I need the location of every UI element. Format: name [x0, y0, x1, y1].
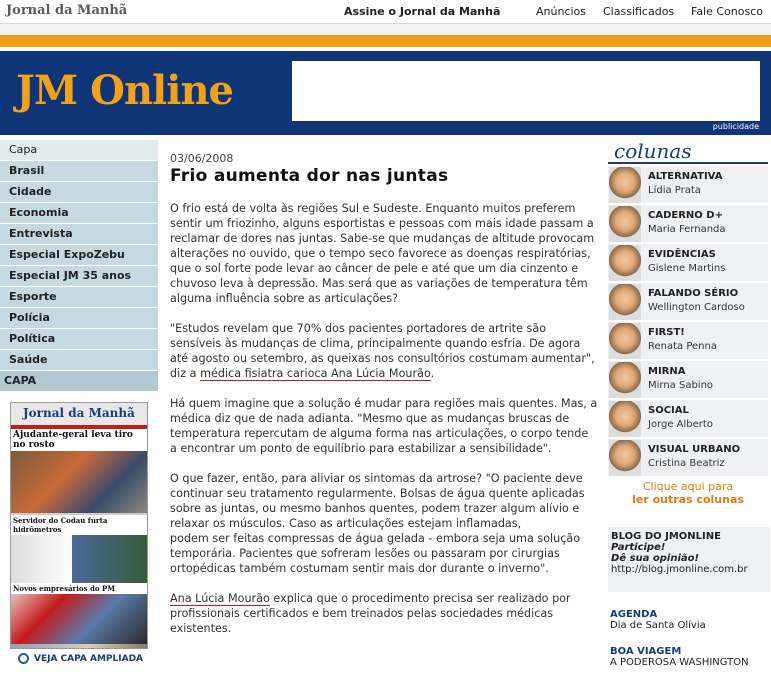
column-name: VISUAL URBANO: [648, 444, 741, 455]
view-cover-link[interactable]: [18, 653, 143, 664]
column-name: ALTERNATIVA: [648, 171, 723, 182]
subscribe-link[interactable]: Assine o Jornal da Manhã: [344, 5, 501, 18]
article-paragraph: Há quem imagine que a solução é mudar para regiões mais quentes. Mas, a médica diz que de nada adianta. "Mesmo que as mudanças bruscas de temperatura repercutam de alguma forma nas articulações, o corpo tende a encontrar um ponto de equilíbrio para estabilizar a sensibilidade".: [170, 397, 598, 455]
article-date: 03/06/2008: [170, 152, 234, 165]
more-columns-link[interactable]: [608, 480, 768, 506]
cover-photo: [11, 451, 147, 513]
top-bar: [0, 0, 771, 24]
author-avatar: [609, 401, 641, 437]
orange-stripe: [0, 35, 771, 47]
paragraph-text: explica que o procedimento precisa ser realizado por profissionais certificados e bem treinados pelas sociedades médicas existentes.: [170, 592, 571, 635]
column-name: FIRST!: [648, 327, 685, 338]
section-label-capa: CAPA: [0, 371, 158, 392]
cover-headline: Ajudante-geral leva tiro no rosto: [11, 429, 147, 451]
nav-item-politica[interactable]: Política: [0, 329, 158, 350]
column-item[interactable]: [608, 439, 768, 478]
columns-list: [608, 166, 768, 478]
column-author: Jorge Alberto: [648, 419, 713, 430]
nav-item-cidade[interactable]: Cidade: [0, 182, 158, 203]
column-name: FALANDO SÉRIO: [648, 288, 739, 299]
article-paragraph: [170, 591, 598, 636]
agenda-block[interactable]: [610, 609, 770, 631]
ad-label: publicidade: [712, 122, 759, 131]
source-link[interactable]: Ana Lúcia Mourão: [170, 592, 270, 605]
author-avatar: [609, 167, 641, 203]
column-item[interactable]: [608, 166, 768, 205]
column-name: CADERNO D+: [648, 210, 723, 221]
article: [170, 152, 598, 636]
column-author: Lídia Prata: [648, 185, 701, 196]
cover-photo: [11, 535, 147, 583]
article-paragraph: O frio está de volta às regiões Sul e Sudeste. Enquanto muitos preferem sentir um friozinho, alguns esportistas e pessoas com mais idade passam a reclamar de dores nas juntas. Sabe-se que mudanças de altitude provocam alterações no ouvido, que o tempo seco favorece as doenças respiratórias, que o sol forte pode levar ao câncer de pele e até que um dia cinzento e chuvoso leva à depressão. Mas será que as variações de temperatura têm alguma influência sobre as articulações?: [170, 202, 595, 305]
author-avatar: [609, 245, 641, 281]
author-avatar: [609, 206, 641, 242]
article-title: Frio aumenta dor nas juntas: [170, 166, 449, 186]
column-name: EVIDÊNCIAS: [648, 249, 716, 260]
view-cover-label: VEJA CAPA AMPLIADA: [34, 654, 144, 664]
brand-logo[interactable]: JM Online: [16, 67, 233, 114]
column-item[interactable]: [608, 361, 768, 400]
blog-title: BLOG DO JMONLINE: [611, 531, 721, 542]
boa-viagem-text: A PODEROSA WASHINGTON: [610, 657, 749, 668]
author-avatar: [609, 440, 641, 476]
cover-headline: Servidor do Codau furta hidrômetros: [11, 515, 147, 535]
ads-link[interactable]: Anúncios: [536, 5, 587, 18]
column-author: Wellington Cardoso: [648, 302, 745, 313]
blog-tagline: Participe!: [611, 542, 666, 553]
magnifier-icon: [18, 653, 29, 664]
column-author: Maria Fernanda: [648, 224, 726, 235]
column-item[interactable]: [608, 322, 768, 361]
sidebar-nav: [0, 140, 158, 392]
column-name: SOCIAL: [648, 405, 689, 416]
cover-headline: Novos empresários do PM: [11, 583, 147, 594]
site-logo-small[interactable]: Jornal da Manhã: [6, 3, 128, 18]
blog-tagline: Dê sua opinião!: [611, 553, 700, 564]
column-author: Renata Penna: [648, 341, 717, 352]
quote-text: "Estudos revelam que 70% dos pacientes portadores de artrite são sensíveis às mudanças de clima, principalmente quando esfria. De agora até agosto ou setembro, as queixas nos consultórios costumam aumentar",: [170, 322, 595, 365]
cover-photo: [11, 644, 147, 649]
nav-item-entrevista[interactable]: Entrevista: [0, 224, 158, 245]
author-avatar: [609, 323, 641, 359]
column-item[interactable]: [608, 283, 768, 322]
nav-item-brasil[interactable]: Brasil: [0, 161, 158, 182]
nav-item-expozebu[interactable]: Especial ExpoZebu: [0, 245, 158, 266]
boa-viagem-heading: BOA VIAGEM: [610, 646, 682, 657]
author-avatar: [609, 284, 641, 320]
column-item[interactable]: [608, 244, 768, 283]
nav-item-policia[interactable]: Polícia: [0, 308, 158, 329]
attribution-prefix: diz a: [170, 367, 201, 380]
column-author: Gislene Martins: [648, 263, 726, 274]
columns-title: colunas: [614, 139, 692, 163]
column-item[interactable]: [608, 205, 768, 244]
column-name: MIRNA: [648, 366, 686, 377]
column-item[interactable]: [608, 400, 768, 439]
columns-header: [608, 141, 768, 164]
blog-box[interactable]: [608, 527, 770, 592]
agenda-text: Dia de Santa Olívia: [610, 620, 706, 631]
header-banner: [0, 51, 771, 135]
attribution-suffix: .: [430, 367, 435, 380]
nav-item-economia[interactable]: Economia: [0, 203, 158, 224]
author-avatar: [609, 362, 641, 398]
agenda-heading: AGENDA: [610, 609, 658, 620]
blog-url[interactable]: http://blog.jmonline.com.br: [611, 564, 748, 575]
nav-item-esporte[interactable]: Esporte: [0, 287, 158, 308]
source-link[interactable]: médica fisiatra carioca Ana Lúcia Mourão: [200, 367, 431, 380]
nav-item-jm35[interactable]: Especial JM 35 anos: [0, 266, 158, 287]
newspaper-cover-image[interactable]: [10, 402, 148, 649]
cover-masthead: Jornal da Manhã: [11, 403, 147, 425]
more-columns-line2: ler outras colunas: [632, 493, 744, 506]
paragraph-text: podem ser feitas compressas de água gelada - embora seja uma solução temporária. Pacientes que sofreram lesões ou passaram por cirurgias ortopédicas também costumam sentir mais dor durante o inverno".: [170, 532, 581, 575]
boa-viagem-block[interactable]: [610, 646, 770, 668]
column-author: Cristina Beatriz: [648, 458, 725, 469]
article-paragraph: [170, 471, 598, 576]
paragraph-text: O que fazer, então, para aliviar os sintomas da artrose? "O paciente deve continuar seu tratamento regularmente. Bolsas de água quente aplicadas sobre as juntas, ou mesmo banhos quentes, podem trazer algum alívio e relaxar os músculos. Caso as articulações estejam inflamadas,: [170, 472, 585, 530]
contact-link[interactable]: Fale Conosco: [691, 5, 763, 18]
nav-item-saude[interactable]: Saúde: [0, 350, 158, 371]
ad-slot[interactable]: [292, 61, 760, 121]
top-spacer: [0, 24, 771, 35]
nav-item-capa[interactable]: Capa: [0, 140, 158, 161]
more-columns-line1: Clique aqui para: [642, 480, 734, 493]
column-author: Mirna Sabino: [648, 380, 714, 391]
classifieds-link[interactable]: Classificados: [603, 5, 675, 18]
article-paragraph: [170, 321, 598, 381]
cover-photo: [11, 594, 147, 644]
